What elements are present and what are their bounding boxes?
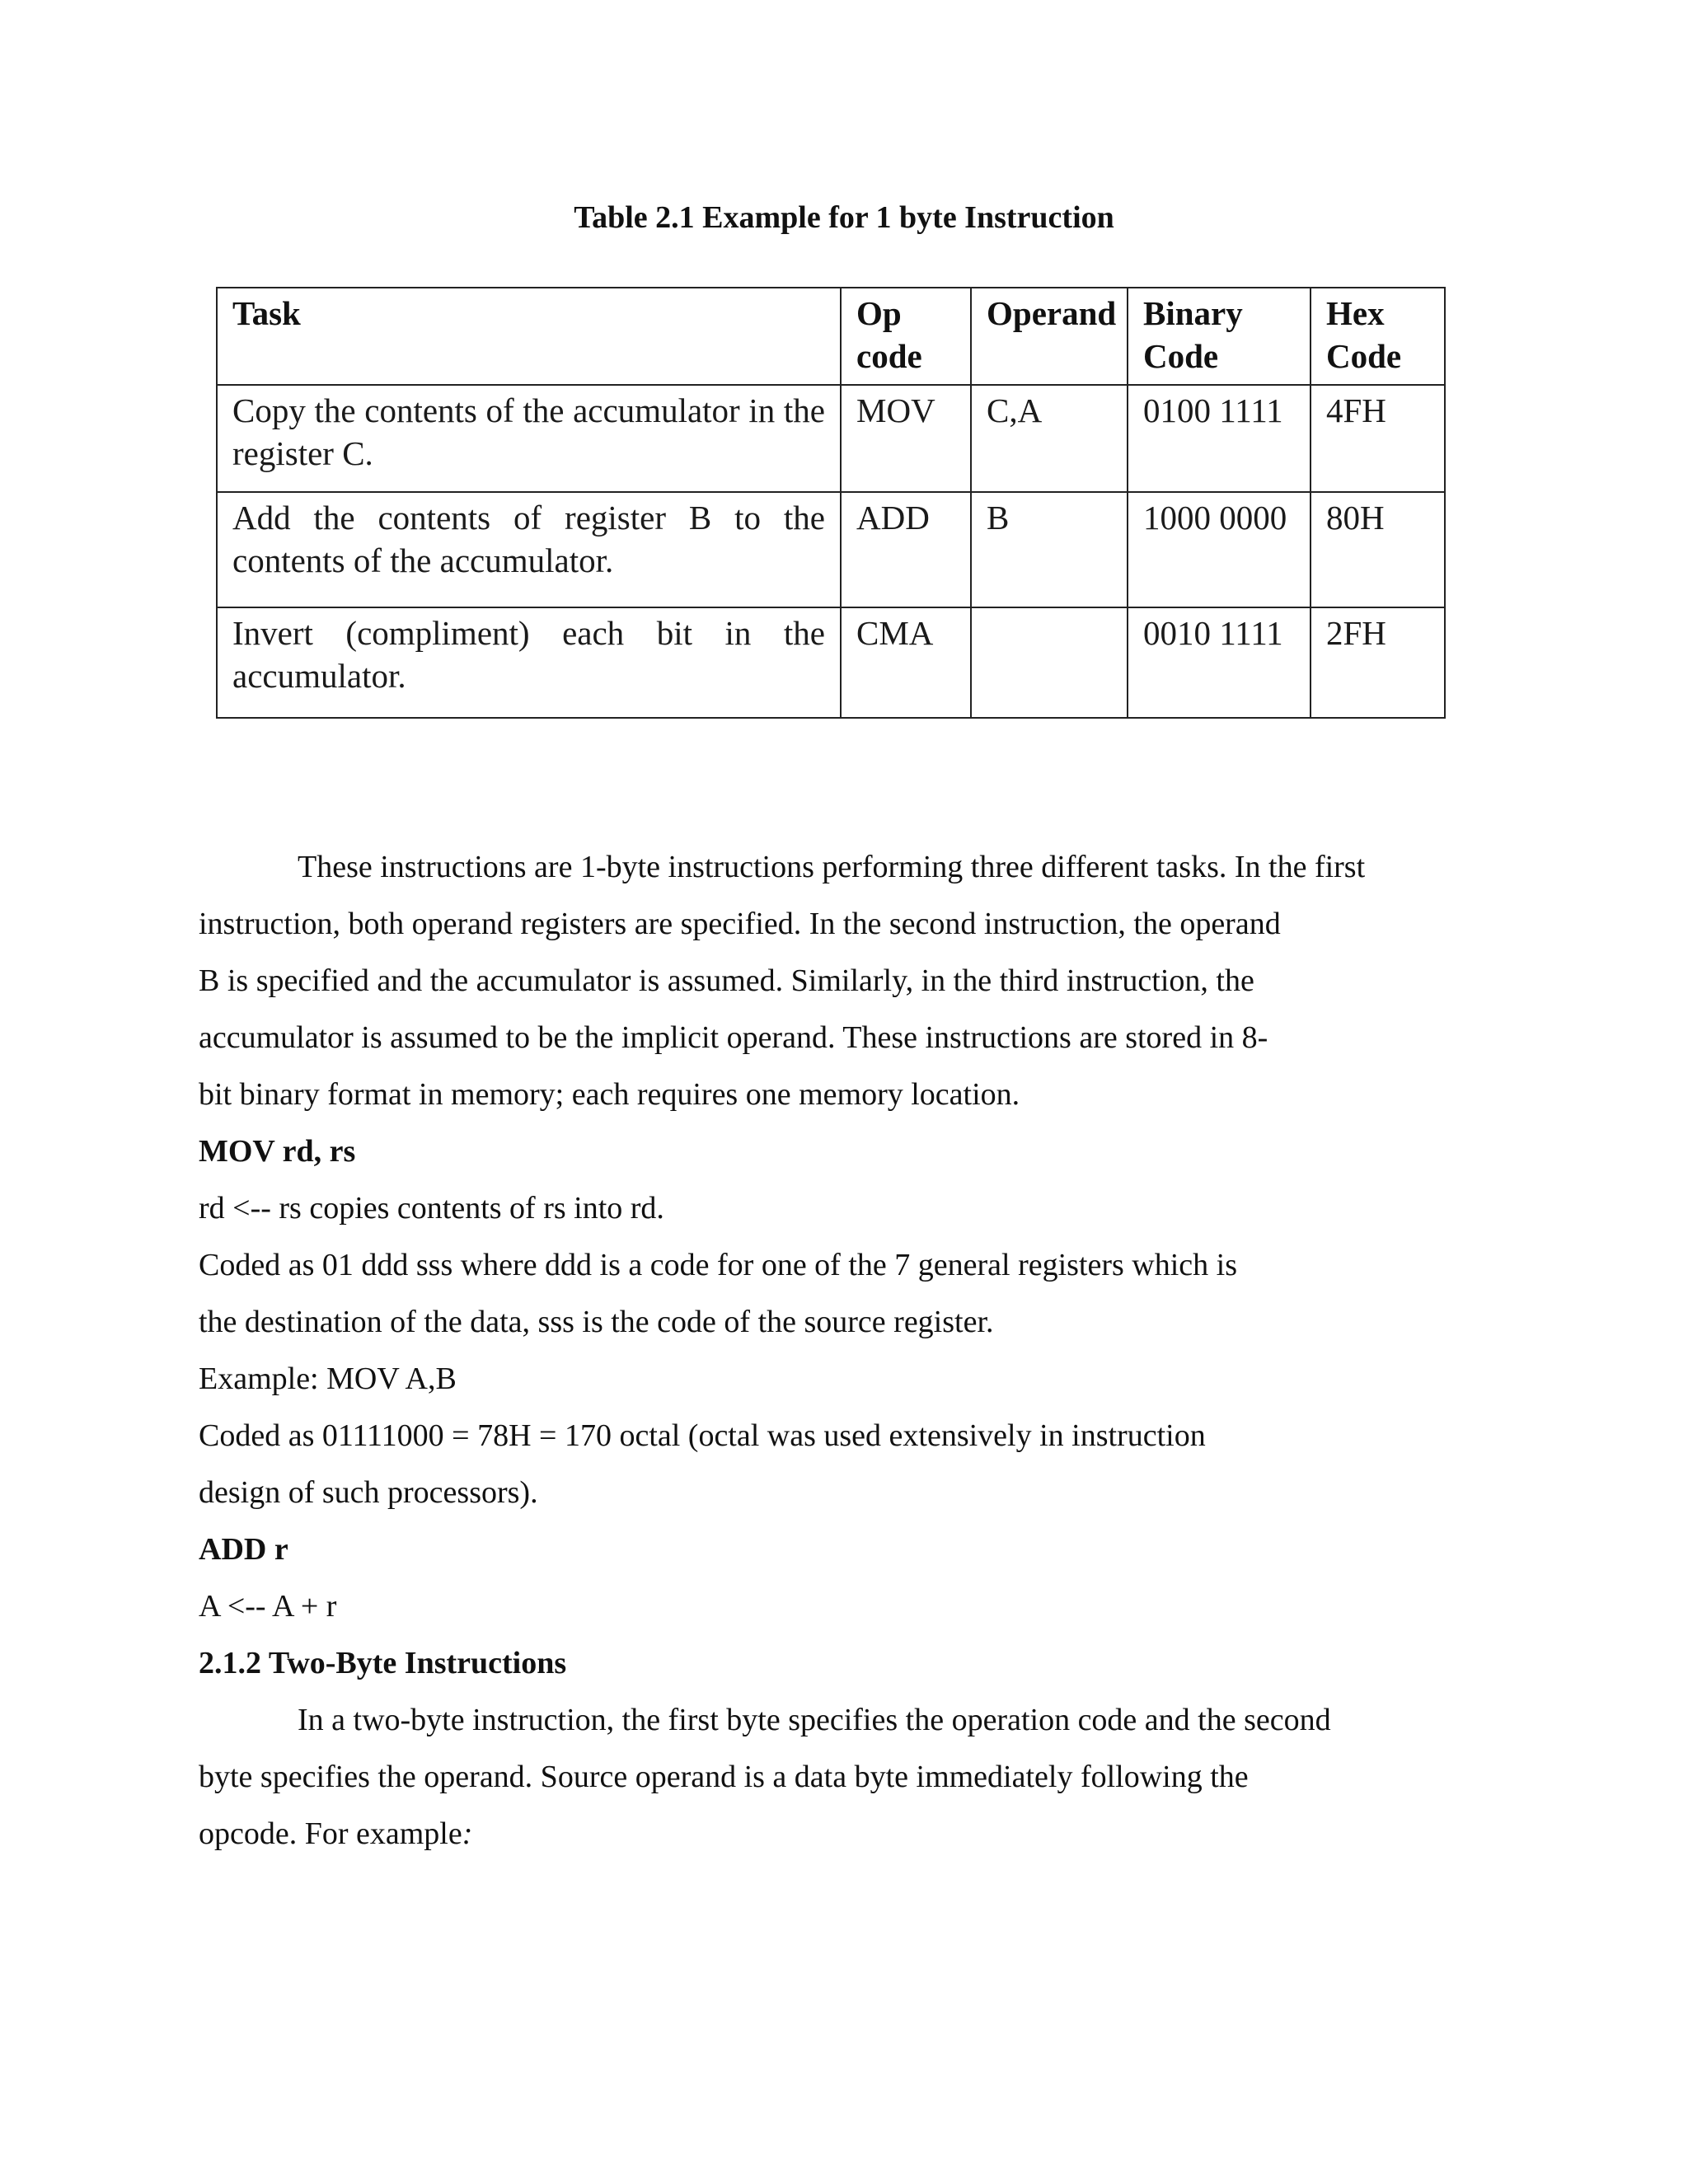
paragraph-line: B is specified and the accumulator is assumed. Similarly, in the third instruction, the [199, 963, 1254, 998]
paragraph-line: In a two-byte instruction, the first byte specifies the operation code and the second [298, 1703, 1331, 1737]
mov-line: Coded as 01 ddd sss where ddd is a code for one of the 7 general registers which is [199, 1248, 1238, 1282]
header-binary-code: Binary Code [1128, 288, 1311, 385]
body-text [199, 839, 1484, 1863]
header-operand: Operand [971, 288, 1128, 385]
cell-operand: B [971, 492, 1128, 607]
mov-line: Coded as 01111000 = 78H = 170 octal (octal was used extensively in instruction [199, 1418, 1206, 1453]
paragraph-line: These instructions are 1-byte instructions performing three different tasks. In the first [298, 850, 1366, 884]
table-caption: Table 2.1 Example for 1 byte Instruction [574, 200, 1114, 235]
header-hex-code: Hex Code [1311, 288, 1445, 385]
paragraph-line-last [199, 1806, 1484, 1863]
paragraph-line: byte specifies the operand. Source operand is a data byte immediately following the [199, 1760, 1249, 1794]
mov-line: Example: MOV A,B [199, 1361, 457, 1396]
mov-line: the destination of the data, sss is the code of the source register. [199, 1305, 994, 1339]
cell-binary: 0010 1111 [1128, 607, 1311, 718]
table-row [217, 492, 1445, 607]
cell-hex: 80H [1311, 492, 1445, 607]
cell-operand [971, 607, 1128, 718]
cell-operand: C,A [971, 385, 1128, 492]
table-row [217, 385, 1445, 492]
mov-line: rd <-- rs copies contents of rs into rd. [199, 1191, 664, 1226]
add-heading: ADD r [199, 1532, 288, 1567]
table-header-row [217, 288, 1445, 385]
cell-hex: 4FH [1311, 385, 1445, 492]
mov-heading: MOV rd, rs [199, 1134, 356, 1169]
cell-task: Copy the contents of the accumulator in the register C. [217, 385, 841, 492]
header-opcode: Op code [841, 288, 971, 385]
paragraph-line: bit binary format in memory; each requires one memory location. [199, 1077, 1020, 1112]
italic-colon: : [462, 1816, 473, 1851]
cell-hex: 2FH [1311, 607, 1445, 718]
cell-opcode: CMA [841, 607, 971, 718]
cell-task: Invert (compliment) each bit in the accumulator. [217, 607, 841, 718]
add-line: A <-- A + r [199, 1589, 337, 1624]
instruction-table [216, 287, 1446, 719]
cell-binary: 0100 1111 [1128, 385, 1311, 492]
table-row [217, 607, 1445, 718]
header-task: Task [217, 288, 841, 385]
paragraph-line: instruction, both operand registers are specified. In the second instruction, the operand [199, 907, 1281, 941]
cell-binary: 1000 0000 [1128, 492, 1311, 607]
cell-task: Add the contents of register B to the contents of the accumulator. [217, 492, 841, 607]
cell-opcode: MOV [841, 385, 971, 492]
paragraph-line: accumulator is assumed to be the implicit operand. These instructions are stored in 8- [199, 1020, 1268, 1055]
cell-opcode: ADD [841, 492, 971, 607]
section-heading: 2.1.2 Two-Byte Instructions [199, 1646, 567, 1680]
mov-line: design of such processors). [199, 1475, 538, 1510]
paragraph-text: opcode. For example [199, 1816, 462, 1851]
